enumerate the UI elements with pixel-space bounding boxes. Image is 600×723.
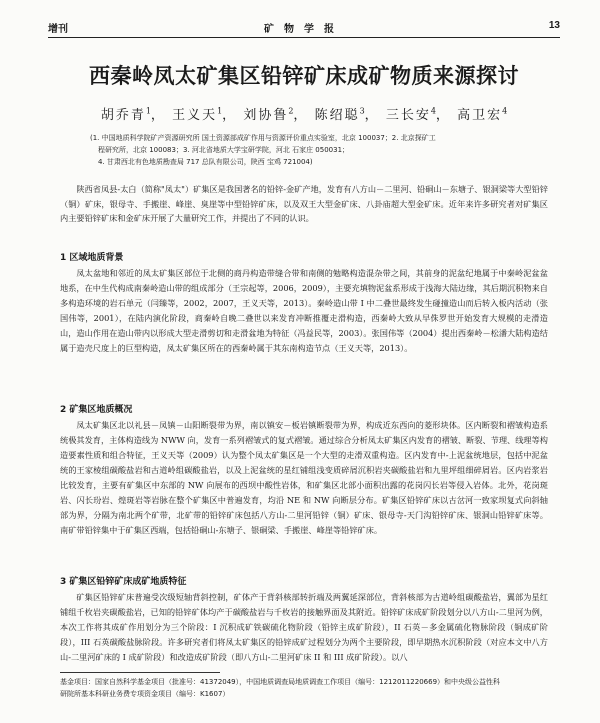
author: 王义天$^1$ xyxy=(172,106,223,123)
journal-issue-label: 增刊 xyxy=(48,24,68,35)
running-header xyxy=(48,20,560,36)
footnote xyxy=(60,676,548,700)
affiliation-line: (1. 中国地质科学院矿产资源研究所 国土资源部成矿作用与资源评价重点实验室，北京 100037；2. 北京探矿工 xyxy=(90,134,436,142)
journal-name: 矿物学报 xyxy=(264,24,344,35)
author: 高卫宏$^4$ xyxy=(457,106,508,123)
footnote-rule xyxy=(60,672,220,673)
affiliations xyxy=(90,132,530,168)
section-body-3: 矿集区铅锌矿床普遍受次级短轴背斜控制，矿体产于背斜核部转折端及两翼延深部位，背斜核部为古道岭组碳酸盐岩，翼部为星红铺组千枚岩夹碳酸盐岩，已知的铅锌矿体均产于碳酸盐岩与千枚岩的接触界面及其附近。铅锌矿床成矿阶段划分以八方山-二里河为例，本次工作将其成矿作用划分为三个阶段：I 沉积成矿铁碳硫化物阶段（铅锌主成矿阶段），II 石英－多金属硫化物脉阶段（铜成矿阶段），III 石英碳酸盐脉阶段。许多研究者们将凤太矿集区的铅锌成矿过程划分为两个主要阶段，即早期热水沉积阶段（对应本文中八方山-二里河矿床的 I 成矿阶段）和改造成矿阶段（即八方山-二里河矿床 II 和 III 成矿阶段）。以八 xyxy=(60,592,548,662)
author: 三长安$^4$ xyxy=(385,106,436,123)
paper-title: 西秦岭凤太矿集区铅锌矿床成矿物质来源探讨 xyxy=(89,64,519,88)
page-number: 13 xyxy=(548,20,560,31)
author: 胡乔青$^1$ xyxy=(100,106,151,123)
author: 陈绍聪$^3$ xyxy=(314,106,365,123)
section-heading-2: 2 矿集区地质概况 xyxy=(60,405,133,415)
author: 刘协鲁$^2$ xyxy=(243,106,294,123)
intro-paragraph: 陕西省凤县-太白（简称"凤太"）矿集区是我国著名的铅锌-金矿产地，发育有八方山－二里河、铅硐山－东塘子、银洞梁等大型铅锌（铜）矿床，银母寺、手搬崖、峰崖、臭崖等中型铅锌矿床，以及双王大型金矿床、八卦庙超大型金矿床。近年来许多研究者对矿集区内主要铅锌矿床和金矿床开展了大量研究工作，并提出了不同的认识。 xyxy=(60,184,548,223)
section-heading-3: 3 矿集区铅锌矿床成矿地质特征 xyxy=(60,577,187,587)
section-heading-1: 1 区域地质背景 xyxy=(60,253,124,263)
affiliation-line: 4. 甘肃西北有色地质勘查局 717 总队有限公司，陕西 宝鸡 721004) xyxy=(98,158,313,166)
section-body-1: 凤太盆地和邻近的凤太矿集区部位于北侧的商丹构造带缝合带和南侧的勉略构造混杂带之间，其前身的泥盆纪地属于中秦岭泥盆盆地系，在中生代构成南秦岭造山带的组成部分（王宗起等，2006，2009），主要充填物泥盆系形成于浅海大陆边缘，其后期沉积物来自多构造环境的岩石单元（闫臻等，2002，2007，王义天等，2013）。秦岭造山带 I 中二叠世最终发生碰撞造山而后转入板内活动（张国伟等，2001），在陆内演化阶段，商秦岭自晚二叠世以来发育冲断推覆走滑构造，西秦岭大致从早侏罗世开始发育大规模的走滑造山，造山作用在造山带内以形成大型走滑剪切和走滑盆地为特征（冯益民等，2003）。张国伟等（2004）提出西秦岭－松潘大陆构造结属于造壳尺度上的巨型构造，凤太矿集区所在的西秦岭属于其东南构造节点（王义天等，2013）。 xyxy=(60,268,548,353)
affiliation-line: 程研究所，北京 100083；3. 河北省地质大学宝研学院，河北 石家庄 050031； xyxy=(98,146,350,154)
section-body-2: 凤太矿集区北以礼县－凤镇－山阳断裂带为界，南以镇安－板岩镇断裂带为界，构成近东西向的菱形块体。区内断裂和褶皱构造系统极其发育，主体构造线为 NWW 向，发育一系列褶皱式的复式褶皱。通过综合分析凤太矿集区内发育的褶皱、断裂、节理、线理等构造要素性质和组合特征，王义天等（2009）认为整个凤太矿集区是一个大型的走滑双重构造。区内发育中-上泥盆统地层，包括中泥盆统的王家棱组碳酸盐岩和古道岭组碳酸盐岩，以及上泥盆统的星红铺组浅变质碎屑沉积岩夹碳酸盐岩和九里坪组细碎屑岩。区内岩浆岩比较发育，主要有矿集区中东部的 NW 向展布的西坝中酸性岩体，和矿集区北部小面积出露的花岗闪长岩等侵入岩体。北外，花岗斑岩、闪长玢岩、煌斑岩等岩脉在整个矿集区中普遍发育，均沿 NE 和 NW 向断层分布。矿集区铅锌矿床以古岔河一致家坝复式向斜轴部为界，分隔为南北两个矿带，北矿带的铅锌矿床包括八方山-二里河铅锌（铜）矿床、银母寺-天门沟铅锌矿床、银洞山铅锌矿床等。南矿带铅锌集中于矿集区西端，包括铅硐山-东塘子、银硐梁、手搬崖、峰崖等铅锌矿床。 xyxy=(60,420,548,535)
footnote-line: 研院所基本科研业务费专项资金项目（编号：K1607） xyxy=(60,690,230,698)
author-list: 胡乔青$^1$， 王义天$^1$， 刘协鲁$^2$， 陈绍聪$^3$， 三长安$^4$， 高卫宏$^4$ xyxy=(100,106,508,123)
header-rule xyxy=(48,37,560,38)
footnote-line: 基金项目：国家自然科学基金项目（批准号：41372049），中国地质调查局地质调查工作项目（编号：1212011220669）和中央级公益性科 xyxy=(60,678,501,686)
